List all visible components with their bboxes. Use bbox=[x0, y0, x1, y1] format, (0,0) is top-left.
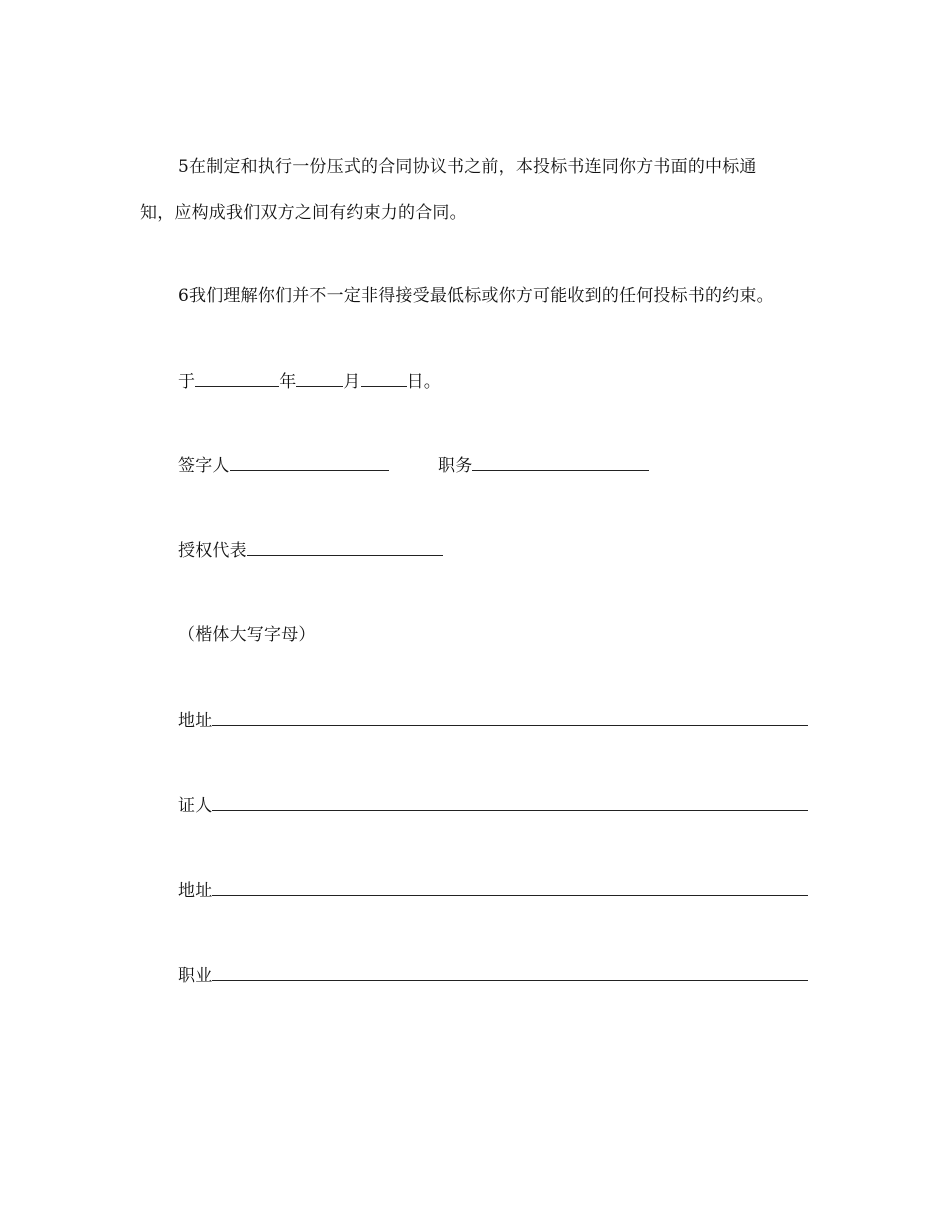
witness-blank[interactable] bbox=[212, 794, 808, 811]
date-prefix: 于 bbox=[178, 372, 196, 392]
year-label: 年 bbox=[279, 372, 297, 392]
month-blank[interactable] bbox=[296, 370, 343, 387]
address-label-2: 地址 bbox=[178, 881, 213, 901]
day-blank[interactable] bbox=[361, 370, 407, 387]
occupation-line bbox=[178, 964, 808, 987]
occupation-label: 职业 bbox=[178, 966, 213, 986]
occupation-blank[interactable] bbox=[212, 964, 808, 981]
address-label-1: 地址 bbox=[178, 711, 213, 731]
address-line-2 bbox=[178, 879, 808, 902]
paragraph-5-line-2: 知，应构成我们双方之间有约束力的合同。 bbox=[140, 203, 467, 223]
address-blank-1[interactable] bbox=[212, 709, 808, 726]
signer-blank[interactable] bbox=[230, 454, 389, 471]
date-line bbox=[178, 370, 441, 393]
position-blank[interactable] bbox=[472, 454, 649, 471]
address-blank-2[interactable] bbox=[212, 879, 808, 896]
block-letters-note: （楷体大写字母） bbox=[178, 625, 316, 645]
paragraph-5-line-1: 5在制定和执行一份压式的合同协议书之前，本投标书连同你方书面的中标通 bbox=[178, 157, 757, 177]
address-line-1 bbox=[178, 709, 808, 732]
position-line bbox=[438, 454, 649, 477]
year-blank[interactable] bbox=[195, 370, 279, 387]
witness-label: 证人 bbox=[178, 796, 213, 816]
month-label: 月 bbox=[343, 372, 361, 392]
signer-label: 签字人 bbox=[178, 456, 230, 476]
representative-blank[interactable] bbox=[247, 539, 443, 556]
position-label: 职务 bbox=[438, 456, 473, 476]
representative-label: 授权代表 bbox=[178, 541, 247, 561]
day-label: 日。 bbox=[406, 372, 442, 392]
paragraph-6: 6我们理解你们并不一定非得接受最低标或你方可能收到的任何投标书的约束。 bbox=[178, 286, 774, 306]
signer-line bbox=[178, 454, 389, 477]
representative-line bbox=[178, 539, 443, 562]
witness-line bbox=[178, 794, 808, 817]
